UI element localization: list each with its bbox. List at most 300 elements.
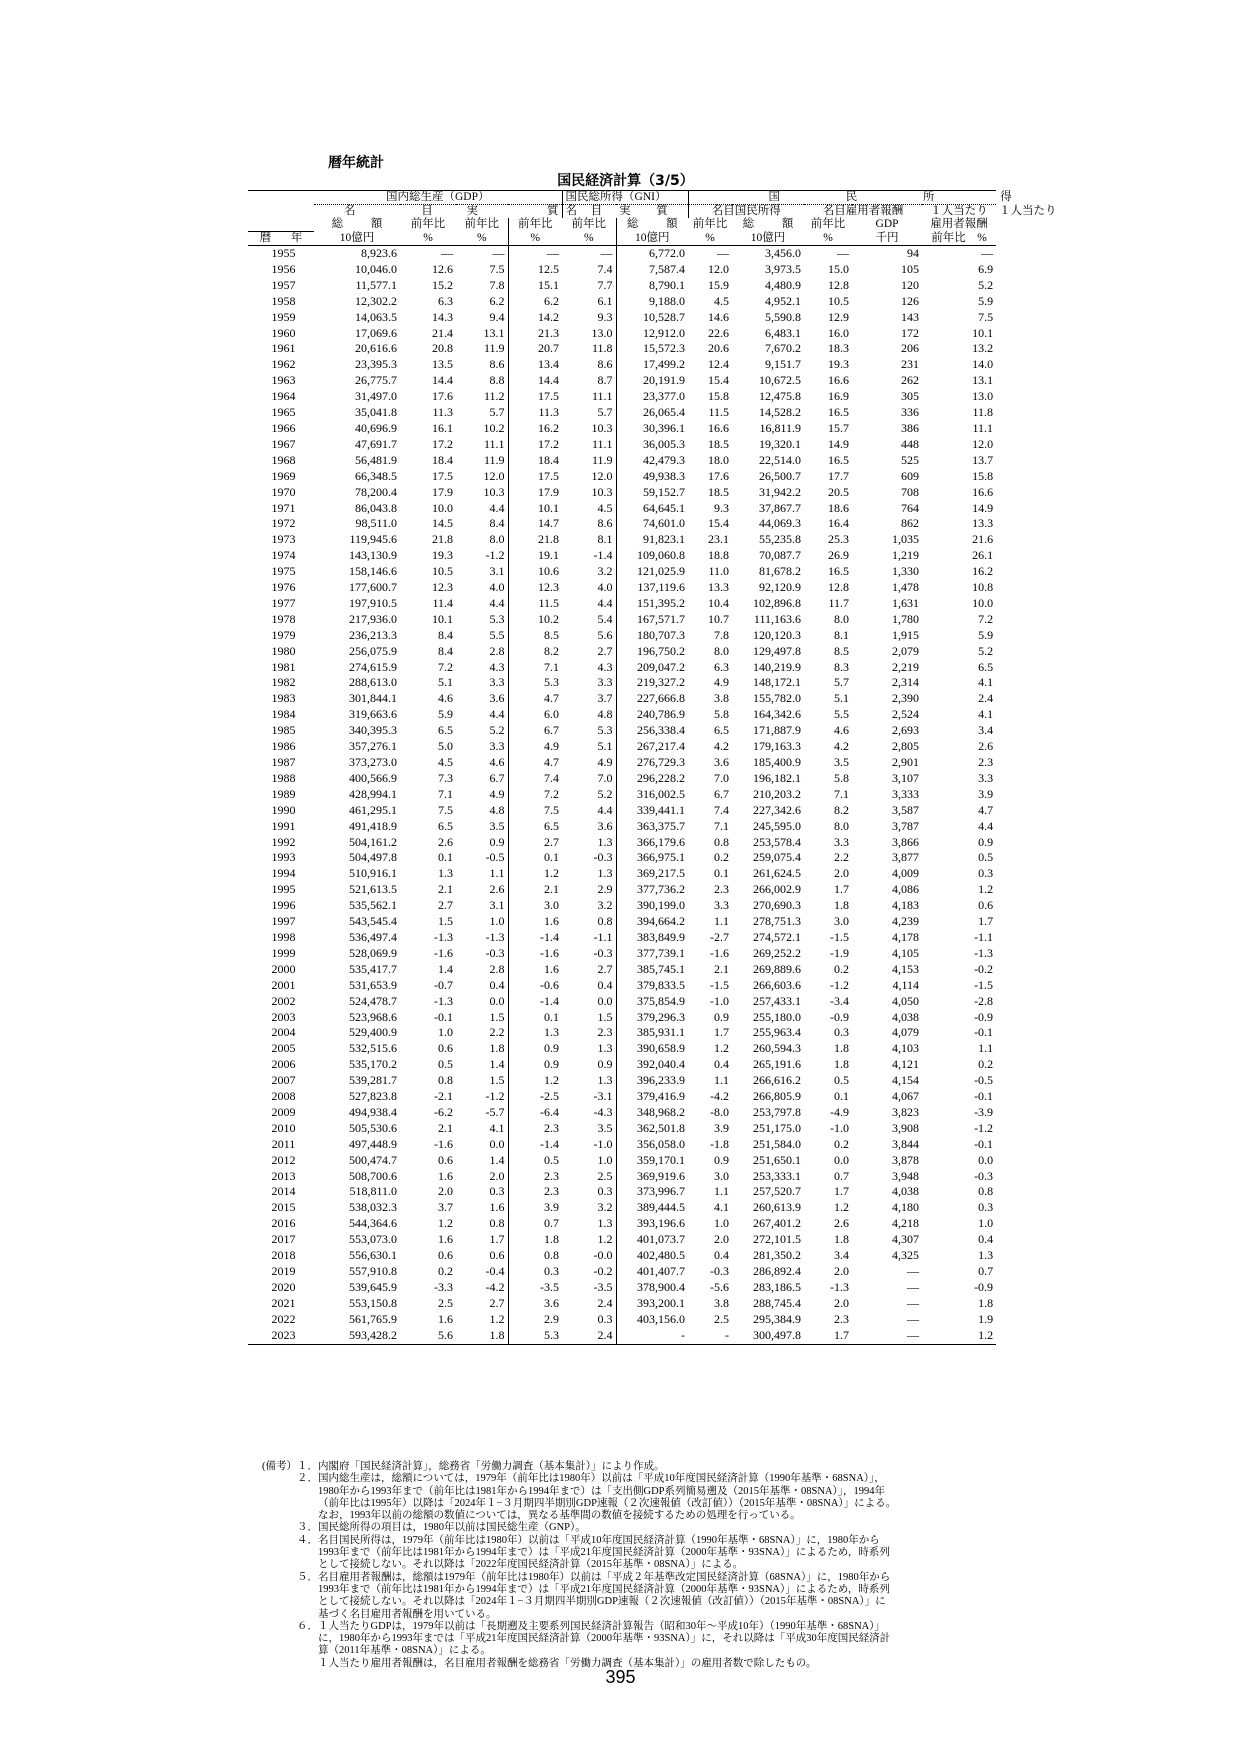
comp-yoy-cell: 3.0: [834, 914, 850, 929]
comp-yoy-cell: 19.3: [828, 357, 850, 372]
gdp-total-cell: 523,968.6: [349, 1009, 397, 1024]
gni-nominal-yoy-cell: 14.2: [508, 310, 562, 326]
comp-total-cell: 278,751.3: [753, 914, 802, 929]
gdp-nominal-yoy-cell: 3.7: [438, 1200, 453, 1215]
comp-total-cell: 111,163.6: [753, 611, 802, 626]
gni-nominal-yoy-cell: 13.4: [508, 357, 562, 373]
gni-nominal-yoy-cell: 14.4: [508, 373, 562, 389]
gni-nominal-yoy-cell: 21.3: [508, 326, 562, 342]
comp-total-cell: 19,320.1: [759, 436, 802, 451]
note-item: [260, 1522, 1000, 1534]
gdp-real-yoy-cell: 4.0: [489, 580, 505, 595]
gni-real-yoy-cell: 4.4: [597, 595, 613, 610]
gni-real-yoy-cell: 7.0: [597, 770, 613, 785]
gdp-real-yoy-cell: 4.9: [489, 786, 505, 801]
comp-total-cell: 55,235.8: [759, 532, 802, 547]
note-label: ３．: [297, 1522, 318, 1534]
year-cell: 1995: [271, 882, 296, 897]
ni-nominal-header: 名目国民所得: [688, 205, 804, 219]
table-row: [248, 1200, 1000, 1216]
comp-total-cell: 266,002.9: [753, 882, 802, 897]
year-cell: 1974: [271, 548, 296, 563]
ni-yoy-cell: 4.2: [714, 739, 730, 754]
gni-real-yoy-cell: 0.0: [597, 993, 613, 1008]
comp-yoy-cell: 2.2: [834, 850, 850, 865]
comp-total-cell: 210,203.2: [753, 786, 802, 801]
ni-total-cell: 401,407.7: [616, 1264, 688, 1280]
per-capita-gdp-cell: 2,390: [892, 691, 920, 706]
group-ni-char-4: 得: [1000, 191, 1012, 203]
ni-total-cell: 383,849.9: [616, 930, 688, 946]
ni-total-cell: 377,736.2: [616, 882, 688, 898]
per-capita-comp-yoy-cell: 26.1: [972, 548, 994, 563]
comp-yoy-cell: 5.7: [834, 675, 850, 690]
ni-yoy-cell: 15.4: [708, 373, 730, 388]
gni-nominal-yoy-cell: 1.2: [508, 866, 562, 882]
notes: [260, 1461, 1000, 1670]
comp-yoy-cell: 8.0: [834, 611, 850, 626]
year-cell: 1975: [271, 564, 296, 579]
per-capita-comp-yoy-cell: 11.8: [972, 405, 994, 420]
per-capita-gdp-cell: 143: [901, 309, 920, 324]
table-row: [248, 1232, 1000, 1248]
gdp-total-cell: 556,630.1: [349, 1248, 397, 1263]
year-cell: 1979: [271, 627, 296, 642]
gdp-nominal-yoy-cell: 17.5: [432, 468, 453, 483]
gdp-total-cell: 86,043.8: [355, 500, 397, 515]
per-capita-gdp-cell: 206: [901, 341, 920, 356]
gdp-total-cell: 535,417.7: [349, 961, 397, 976]
note-label: (備考）１．: [262, 1461, 318, 1472]
gni-real-yoy-cell: 8.7: [597, 373, 613, 388]
gdp-real-yoy-cell: 11.2: [483, 389, 505, 404]
gdp-total-cell: 535,562.1: [349, 898, 397, 913]
gni-nominal-yoy-cell: 10.1: [508, 501, 562, 517]
gni-real-yoy-cell: 3.2: [597, 564, 613, 579]
per-capita-comp-yoy-cell: 2.3: [978, 755, 994, 769]
gdp-total-cell: 373,273.0: [349, 755, 397, 769]
year-cell: 2002: [271, 993, 296, 1008]
year-cell: 2003: [271, 1009, 296, 1024]
per-capita-gdp-cell: 2,805: [892, 739, 920, 754]
gdp-total-cell: 26,775.7: [355, 373, 397, 388]
comp-yoy-cell: -3.4: [830, 993, 850, 1008]
comp-yoy-header: 前年比: [810, 218, 846, 231]
gdp-real-yoy-cell: 2.0: [489, 1168, 505, 1183]
year-cell: 1967: [271, 436, 296, 451]
per-capita-comp-yoy-cell: 5.2: [978, 277, 994, 292]
year-cell: 1991: [271, 818, 296, 833]
ni-total-cell: 401,073.7: [616, 1232, 688, 1248]
gdp-total-cell: 319,663.6: [349, 707, 397, 722]
gdp-nominal-yoy-cell: 7.5: [438, 802, 453, 817]
gdp-real-yoy-cell: 4.8: [489, 802, 505, 817]
gni-nominal-yoy-cell: 2.3: [508, 1121, 562, 1137]
comp-yoy-cell: 5.1: [834, 691, 850, 706]
comp-total-cell: 44,069.3: [759, 516, 802, 531]
gdp-total-cell: 505,530.6: [349, 1120, 397, 1135]
ni-yoy-cell: 12.4: [708, 357, 730, 372]
table-row: [248, 994, 1000, 1010]
gdp-real-yoy-cell: 0.0: [489, 1136, 505, 1151]
ni-yoy-cell: 20.6: [708, 341, 730, 356]
gni-real-yoy-cell: 7.7: [597, 277, 613, 292]
ni-total-cell: 402,480.5: [616, 1248, 688, 1264]
comp-total-cell: 283,186.5: [753, 1279, 802, 1294]
comp-yoy-cell: 1.2: [834, 1200, 850, 1215]
ni-total-cell: 393,196.6: [616, 1216, 688, 1232]
ni-total-cell: 366,179.6: [616, 835, 688, 851]
gdp-real-yoy-cell: 6.2: [489, 293, 505, 308]
gdp-total-cell: 538,032.3: [349, 1200, 397, 1215]
gni-nominal-yoy-cell: 1.2: [508, 1073, 562, 1089]
gdp-nominal-yoy-cell: 1.6: [438, 1311, 453, 1326]
comp-yoy-cell: -1.0: [830, 1120, 850, 1135]
ni-yoy-cell: 0.9: [714, 1152, 730, 1167]
comp-total-cell: 255,180.0: [753, 1009, 802, 1024]
national-accounts-table: [248, 190, 1057, 1345]
comp-yoy-cell: 15.7: [828, 420, 850, 435]
year-cell: 1978: [271, 611, 296, 626]
comp-total-cell: 16,811.9: [759, 420, 802, 435]
comp-yoy-cell: 1.7: [834, 1184, 850, 1199]
gdp-total-cell: 119,945.6: [349, 532, 397, 547]
per-capita-comp-yoy-cell: 7.2: [978, 611, 994, 626]
comp-total-cell: 257,433.1: [753, 993, 802, 1008]
unit-pct-2: %: [456, 232, 508, 246]
ni-yoy-cell: 4.9: [714, 675, 730, 690]
comp-yoy-cell: 7.1: [834, 786, 850, 801]
per-capita-gdp-cell: 4,325: [892, 1248, 920, 1263]
per-capita-comp-yoy-cell: 13.3: [972, 516, 994, 531]
gdp-real-yoy-cell: -0.4: [485, 1264, 505, 1278]
table-row: [248, 691, 1000, 707]
table-row: [248, 819, 1000, 835]
gni-nominal-yoy-cell: 18.4: [508, 453, 562, 469]
gni-nominal-yoy-cell: 1.3: [508, 1025, 562, 1041]
gdp-nominal-yoy-header: 前年比: [410, 218, 446, 231]
comp-yoy-cell: 4.2: [834, 739, 850, 754]
gdp-real-yoy-cell: 4.4: [489, 707, 505, 722]
per-capita-gdp-cell: 172: [901, 325, 920, 340]
gdp-total-cell: 14,063.5: [355, 309, 397, 324]
comp-total-cell: 22,514.0: [759, 452, 802, 467]
ni-total-cell: 167,571.7: [616, 612, 688, 628]
per-capita-comp-yoy-cell: 13.2: [972, 341, 994, 356]
comp-yoy-cell: 1.8: [834, 1041, 850, 1056]
unit-billion-comp: 10億円: [732, 232, 804, 246]
ni-yoy-cell: 4.5: [714, 293, 730, 308]
year-cell: 2000: [271, 961, 296, 976]
table-row: [248, 1184, 1000, 1200]
ni-total-cell: 296,228.2: [616, 771, 688, 787]
comp-total-cell: 286,892.4: [753, 1264, 802, 1278]
gdp-total-cell: 531,653.9: [349, 977, 397, 992]
note-label: ６．: [297, 1620, 318, 1632]
note-item: [260, 1461, 1000, 1473]
ni-total-cell: 196,750.2: [616, 644, 688, 660]
gni-real-yoy-cell: 3.2: [597, 1200, 613, 1215]
group-gni: 国民総所得（GNI）: [562, 191, 688, 205]
comp-yoy-cell: 0.0: [834, 1152, 850, 1167]
gni-real-yoy-cell: 4.5: [597, 500, 613, 515]
per-capita-gdp-cell: 4,079: [892, 1025, 920, 1040]
gni-nominal-yoy-cell: 6.5: [508, 819, 562, 835]
gdp-total-cell: 256,075.9: [349, 643, 397, 658]
total-char-2: 額: [370, 218, 383, 231]
gni-nominal-yoy-cell: 16.2: [508, 421, 562, 437]
per-capita-comp-yoy-cell: 4.1: [978, 707, 994, 722]
ni-yoy-cell: -1.6: [710, 945, 730, 960]
comp-total-cell: 266,616.2: [753, 1073, 802, 1088]
comp-nominal-header: 名目雇用者報酬: [822, 205, 904, 217]
comp-yoy-cell: 2.0: [834, 1295, 850, 1310]
gdp-nominal-yoy-cell: 21.4: [432, 325, 453, 340]
comp-yoy-cell: 20.5: [828, 484, 850, 499]
per-capita-gdp-cell: 3,333: [892, 786, 920, 801]
gdp-total-cell: 177,600.7: [349, 580, 397, 595]
table-row: [248, 596, 1000, 612]
per-capita-gdp-cell: 3,877: [892, 850, 920, 865]
gni-real-header: [616, 205, 688, 219]
comp-total-cell: 155,782.0: [753, 691, 802, 706]
gdp-total-cell: 23,395.3: [355, 357, 397, 372]
comp-yoy-cell: 16.5: [828, 452, 850, 467]
per-capita-gdp-cell: 3,878: [892, 1152, 920, 1167]
note-text: 国内総生産は，総額については，1979年（前年比は1980年）以前は「平成10年度国民経済計算（1990年基準・68SNA）」， 1980年から1993年まで（前年比は1981年から1994年まで）は「支出側GDP系列簡易遡及（2015年基準・08SNA）」，1994年 （前年比は1995年）以降は「2024年１−３月期四半期別GDP速報（２次速報値（改訂値））（2015年基準・08SNA）」による。 なお，1993年以前の総額の数値については，異なる基準間の数値を接続するための処理を行っている。: [318, 1473, 897, 1522]
table-row: [248, 1105, 1000, 1121]
gni-nominal-yoy-cell: 12.5: [508, 262, 562, 278]
comp-total-cell: 140,219.9: [753, 659, 802, 674]
gdp-nominal-yoy-cell: 1.5: [438, 914, 453, 929]
gdp-real-yoy-cell: 11.9: [483, 452, 505, 467]
comp-yoy-cell: 8.0: [834, 818, 850, 833]
comp-yoy-cell: 2.0: [834, 866, 850, 881]
gni-real-yoy-cell: 1.3: [597, 834, 613, 849]
ni-total-cell: 109,060.8: [616, 548, 688, 564]
comp-yoy-cell: 1.8: [834, 1057, 850, 1072]
table-row: [248, 882, 1000, 898]
gdp-real-yoy-cell: 7.5: [489, 261, 505, 276]
gdp-nominal-yoy-cell: 1.2: [438, 1216, 453, 1231]
gni-real-yoy-cell: 9.3: [597, 309, 613, 324]
table-row: [248, 803, 1000, 819]
comp-yoy-cell: 8.1: [834, 627, 850, 642]
ni-yoy-cell: 7.4: [714, 802, 730, 817]
ni-total-cell: 377,739.1: [616, 946, 688, 962]
gni-real-yoy-cell: ―: [600, 246, 613, 260]
per-capita-gdp-cell: 120: [901, 277, 920, 292]
gni-real-yoy-cell: 0.8: [597, 914, 613, 929]
ni-yoy-cell: 2.3: [714, 882, 730, 897]
per-capita-comp-yoy-cell: 13.7: [972, 452, 994, 467]
gdp-nominal-yoy-cell: ―: [441, 246, 453, 260]
gdp-nominal-yoy-cell: 5.9: [438, 707, 453, 722]
gdp-nominal-yoy-cell: 8.4: [438, 627, 453, 642]
gni-nominal-yoy-cell: 0.9: [508, 1041, 562, 1057]
year-cell: 2001: [271, 977, 296, 992]
real-char-1: 実: [466, 205, 478, 217]
comp-yoy-cell: 10.5: [828, 293, 850, 308]
comp-yoy-cell: 0.7: [834, 1168, 850, 1183]
gni-nominal-char-1: 名: [565, 205, 578, 217]
ni-total-cell: 256,338.4: [616, 723, 688, 739]
comp-total-cell: 148,172.1: [753, 675, 802, 690]
ni-total-cell: 209,047.2: [616, 660, 688, 676]
gdp-nominal-yoy-cell: -6.2: [434, 1104, 453, 1119]
gdp-total-cell: 217,936.0: [349, 611, 397, 626]
ni-total-cell: 91,823.1: [616, 532, 688, 548]
table-row: [248, 612, 1000, 628]
ni-total-cell: 378,900.4: [616, 1280, 688, 1296]
ni-total-cell: 59,152.7: [616, 485, 688, 501]
gdp-nominal-yoy-cell: -1.6: [434, 945, 453, 960]
comp-total-cell: 81,678.2: [759, 564, 802, 579]
gdp-nominal-yoy-cell: 5.1: [438, 675, 453, 690]
comp-yoy-cell: 0.2: [834, 961, 850, 976]
gdp-real-yoy-cell: 3.1: [489, 564, 505, 579]
per-capita-gdp-cell: 4,086: [892, 882, 920, 897]
per-capita-comp-yoy-cell: -1.3: [974, 945, 994, 960]
gni-nominal-yoy-cell: 20.7: [508, 341, 562, 357]
gni-real-yoy-cell: 5.4: [597, 611, 613, 626]
comp-yoy-cell: 17.7: [828, 468, 850, 483]
comp-yoy-cell: 12.8: [828, 277, 850, 292]
per-capita-comp-yoy-cell: 4.7: [978, 802, 994, 817]
ni-yoy-cell: 0.4: [714, 1057, 730, 1072]
gni-real-yoy-cell: -1.4: [593, 548, 613, 563]
gdp-nominal-yoy-cell: 14.3: [432, 309, 453, 324]
gdp-nominal-yoy-cell: 0.5: [438, 1057, 453, 1072]
gni-real-yoy-cell: -0.3: [593, 945, 613, 960]
year-cell: 2017: [271, 1232, 296, 1247]
per-capita-comp-yoy-cell: 5.9: [978, 293, 994, 308]
per-capita-comp-yoy-cell: 0.4: [978, 1232, 994, 1247]
comp-total-cell: 5,590.8: [765, 309, 802, 324]
ni-yoy-cell: 3.9: [714, 1120, 730, 1135]
gdp-real-yoy-cell: 8.6: [489, 357, 505, 372]
per-capita-comp-yoy-cell: -0.9: [974, 1009, 994, 1024]
gni-nominal-yoy-cell: 17.2: [508, 437, 562, 453]
year-cell: 1985: [271, 723, 296, 738]
year-cell: 1989: [271, 786, 296, 801]
gdp-nominal-yoy-cell: 0.6: [438, 1041, 453, 1056]
ni-total-cell: 389,444.5: [616, 1200, 688, 1216]
gni-real-yoy-cell: 8.6: [597, 357, 613, 372]
ni-yoy-cell: -: [688, 1328, 732, 1344]
table-row: [248, 548, 1000, 564]
gni-nominal-yoy-cell: 17.5: [508, 389, 562, 405]
ni-yoy-cell: 4.1: [714, 1200, 730, 1215]
year-cell: 1983: [271, 691, 296, 706]
gni-nominal-yoy-cell: 7.2: [508, 787, 562, 803]
year-cell: 1982: [271, 675, 296, 690]
gni-real-yoy-cell: 5.1: [597, 739, 613, 754]
gni-real-yoy-cell: 12.0: [591, 468, 613, 483]
per-capita-comp-yoy-cell: 10.0: [972, 595, 994, 610]
per-capita-gdp-cell: 862: [901, 516, 920, 531]
gni-real-yoy-cell: 11.9: [591, 452, 613, 467]
comp-total-cell: 257,520.7: [753, 1184, 802, 1199]
per-capita-gdp-cell: 4,183: [892, 898, 920, 913]
ni-yoy-cell: 0.1: [714, 866, 730, 881]
gdp-total-cell: 40,696.9: [355, 420, 397, 435]
per-capita-comp-yoy-cell: 12.0: [972, 436, 994, 451]
ni-yoy-cell: 7.0: [714, 770, 730, 785]
gdp-nominal-yoy-cell: 13.5: [432, 357, 453, 372]
real-char-2: 質: [547, 205, 559, 217]
gdp-total-cell: 539,281.7: [349, 1073, 397, 1088]
comp-yoy-cell: ―: [837, 246, 850, 260]
gdp-real-yoy-cell: -4.2: [485, 1279, 505, 1294]
unit-pct-6: %: [804, 232, 852, 246]
ni-total-cell: 379,296.3: [616, 1010, 688, 1026]
ni-total-cell: 8,790.1: [616, 278, 688, 294]
ni-yoy-cell: 11.5: [708, 405, 730, 420]
gdp-real-yoy-cell: 4.1: [489, 1120, 505, 1135]
table-row: [248, 310, 1000, 326]
table-row: [248, 962, 1000, 978]
year-cell: 2010: [271, 1120, 296, 1135]
gni-real-yoy-cell: 10.3: [591, 484, 613, 499]
gdp-nominal-header: [314, 205, 508, 219]
note-text: 国民総所得の項目は，1980年以前は国民総生産（GNP）。: [318, 1522, 586, 1534]
comp-yoy-cell: 18.6: [828, 500, 850, 515]
ni-yoy-cell: 15.4: [708, 516, 730, 531]
gni-real-yoy-cell: 3.6: [597, 818, 613, 833]
ni-yoy-cell: -1.8: [710, 1136, 730, 1151]
gdp-total-cell: 524,478.7: [349, 993, 397, 1008]
table-row: [248, 373, 1000, 389]
gdp-real-yoy-cell: 1.7: [489, 1232, 505, 1247]
per-capita-comp-yoy-cell: 0.3: [978, 866, 994, 881]
comp-yoy-cell: 8.3: [834, 659, 850, 674]
gni-real-yoy-cell: 2.3: [597, 1025, 613, 1040]
per-capita-comp-yoy-cell: 1.9: [978, 1311, 994, 1326]
gni-real-yoy-cell: 1.3: [597, 866, 613, 881]
comp-total-cell: 10,672.5: [759, 373, 802, 388]
gdp-nominal-yoy-cell: 10.1: [432, 611, 453, 626]
table-row: [248, 564, 1000, 580]
table-row: [248, 707, 1000, 723]
ni-total-cell: 7,587.4: [616, 262, 688, 278]
per-capita-comp-yoy-cell: 11.1: [972, 420, 994, 435]
per-capita-comp-yoy-cell: 2.6: [978, 739, 994, 754]
year-cell: 2018: [271, 1248, 296, 1263]
table-row: [248, 1216, 1000, 1232]
gni-nominal-yoy-cell: 7.1: [508, 660, 562, 676]
gni-real-yoy-cell: 11.8: [591, 341, 613, 356]
table-row: [248, 1057, 1000, 1073]
gdp-nominal-yoy-cell: -0.7: [434, 977, 453, 992]
gdp-total-cell: 508,700.6: [349, 1168, 397, 1183]
gdp-total-cell: 428,994.1: [349, 786, 397, 801]
comp-total-cell: 164,342.6: [753, 707, 802, 722]
table-row: [248, 580, 1000, 596]
comp-total-cell: 7,670.2: [765, 341, 802, 356]
per-capita-comp-header-2: 雇用者報酬: [930, 218, 988, 231]
comp-yoy-cell: -1.3: [830, 1279, 850, 1294]
gdp-total-cell: 553,073.0: [349, 1232, 397, 1247]
gdp-real-yoy-cell: 7.8: [489, 277, 505, 292]
year-cell: 1971: [271, 500, 296, 515]
comp-total-cell: 266,805.9: [753, 1089, 802, 1104]
comp-yoy-cell: 0.1: [834, 1089, 850, 1104]
table-row: [248, 453, 1000, 469]
comp-total-cell: 288,745.4: [753, 1295, 802, 1310]
table-header: [248, 191, 1057, 246]
comp-total-cell: 129,497.8: [753, 643, 802, 658]
